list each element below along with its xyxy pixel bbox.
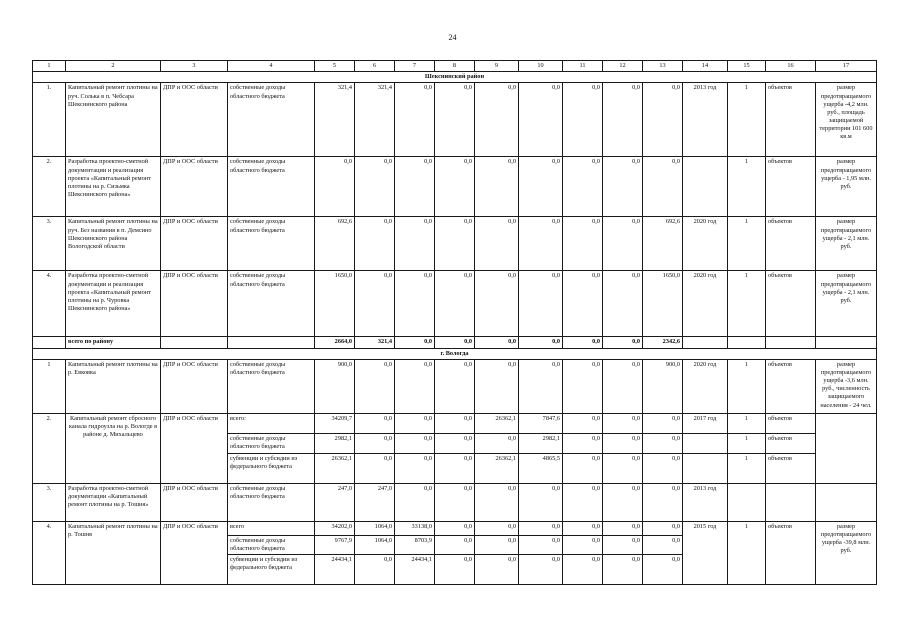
amount-cell: 0,0 bbox=[603, 521, 643, 535]
column-header: 10 bbox=[519, 61, 563, 72]
measure-name: Капитальный ремонт плотины на руч. Без названия в п. Демсино Шекснинского района Вологодской области bbox=[66, 217, 161, 271]
total-row bbox=[33, 337, 877, 348]
table-row bbox=[33, 483, 877, 521]
responsible-org: ДПР и ООС области bbox=[161, 413, 228, 483]
amount-cell: 1064,0 bbox=[355, 521, 395, 535]
amount-cell: 0,0 bbox=[355, 271, 395, 337]
amount-cell: 0,0 bbox=[643, 521, 683, 535]
quantity-cell bbox=[728, 483, 766, 521]
amount-cell: 0,0 bbox=[475, 433, 519, 453]
responsible-org: ДПР и ООС области bbox=[161, 359, 228, 413]
section-row bbox=[33, 72, 877, 83]
funding-source: собственные доходы областного бюджета bbox=[228, 217, 315, 271]
total-amount-cell: 2342,6 bbox=[643, 337, 683, 348]
amount-cell: 9767,9 bbox=[315, 535, 355, 554]
amount-cell: 247,0 bbox=[315, 483, 355, 521]
amount-cell: 0,0 bbox=[395, 359, 435, 413]
year-cell bbox=[683, 157, 728, 217]
amount-cell: 0,0 bbox=[475, 271, 519, 337]
amount-cell: 0,0 bbox=[315, 157, 355, 217]
total-amount-cell: 2664,0 bbox=[315, 337, 355, 348]
total-blank bbox=[728, 337, 766, 348]
table-row bbox=[33, 521, 877, 535]
section-title: Шекснинский район bbox=[33, 72, 877, 83]
column-header: 16 bbox=[766, 61, 816, 72]
column-header: 7 bbox=[395, 61, 435, 72]
amount-cell: 0,0 bbox=[435, 453, 475, 483]
row-number: 3. bbox=[33, 483, 66, 521]
unit-cell: объектов bbox=[766, 453, 816, 483]
amount-cell: 2982,1 bbox=[315, 433, 355, 453]
row-number: 3. bbox=[33, 217, 66, 271]
column-header: 1 bbox=[33, 61, 66, 72]
total-blank bbox=[228, 337, 315, 348]
total-amount-cell: 0,0 bbox=[395, 337, 435, 348]
note-cell: размер предотвращаемого ущерба -3,6 млн. руб., численность защищаемого населения - 24 чел. bbox=[816, 359, 877, 413]
amount-cell: 0,0 bbox=[475, 217, 519, 271]
amount-cell: 0,0 bbox=[603, 359, 643, 413]
quantity-cell: 1 bbox=[728, 433, 766, 453]
year-cell: 2017 год bbox=[683, 413, 728, 433]
funding-source: всего bbox=[228, 521, 315, 535]
amount-cell: 26362,1 bbox=[475, 413, 519, 433]
measure-name: Разработка проектно-сметной документации и реализация проекта «Капитальный ремонт плотины на р. Чуровка Шекснинского района» bbox=[66, 271, 161, 337]
column-header: 8 bbox=[435, 61, 475, 72]
amount-cell: 0,0 bbox=[519, 83, 563, 157]
column-header: 5 bbox=[315, 61, 355, 72]
year-cell bbox=[683, 433, 728, 453]
amount-cell: 0,0 bbox=[519, 555, 563, 585]
measure-name: Капитальный ремонт сбросного канала гидроузла на р. Вологде в районе д. Михальцево bbox=[66, 413, 161, 483]
note-cell: размер предотвращаемого ущерба - 2,1 млн. руб. bbox=[816, 271, 877, 337]
measure-name: Капитальный ремонт плотины на р. Тошня bbox=[66, 521, 161, 584]
amount-cell: 0,0 bbox=[435, 157, 475, 217]
unit-cell bbox=[766, 483, 816, 521]
amount-cell: 0,0 bbox=[475, 521, 519, 535]
year-cell: 2020 год bbox=[683, 359, 728, 413]
quantity-cell: 1 bbox=[728, 157, 766, 217]
amount-cell: 0,0 bbox=[563, 359, 603, 413]
amount-cell: 1650,0 bbox=[315, 271, 355, 337]
total-amount-cell: 0,0 bbox=[435, 337, 475, 348]
amount-cell: 0,0 bbox=[475, 483, 519, 521]
amount-cell: 0,0 bbox=[435, 555, 475, 585]
amount-cell: 0,0 bbox=[435, 433, 475, 453]
amount-cell: 0,0 bbox=[395, 83, 435, 157]
amount-cell: 0,0 bbox=[395, 483, 435, 521]
measure-name: Капитальный ремонт плотины на р. Евковка bbox=[66, 359, 161, 413]
amount-cell: 1650,0 bbox=[643, 271, 683, 337]
funding-source: собственные доходы областного бюджета bbox=[228, 359, 315, 413]
amount-cell: 0,0 bbox=[395, 413, 435, 433]
note-cell: размер предотвращаемого ущерба - 2,1 млн. руб. bbox=[816, 217, 877, 271]
amount-cell: 0,0 bbox=[603, 157, 643, 217]
amount-cell: 0,0 bbox=[563, 483, 603, 521]
responsible-org: ДПР и ООС области bbox=[161, 271, 228, 337]
amount-cell: 321,4 bbox=[315, 83, 355, 157]
row-number: 4. bbox=[33, 271, 66, 337]
amount-cell: 0,0 bbox=[395, 453, 435, 483]
total-blank bbox=[161, 337, 228, 348]
amount-cell: 0,0 bbox=[475, 157, 519, 217]
amount-cell: 0,0 bbox=[643, 433, 683, 453]
amount-cell: 0,0 bbox=[475, 359, 519, 413]
funding-source: собственные доходы областного бюджета bbox=[228, 483, 315, 521]
total-amount-cell: 321,4 bbox=[355, 337, 395, 348]
funding-source: собственные доходы областного бюджета bbox=[228, 535, 315, 554]
amount-cell: 0,0 bbox=[395, 433, 435, 453]
column-header: 15 bbox=[728, 61, 766, 72]
funding-source: собственные доходы областного бюджета bbox=[228, 83, 315, 157]
amount-cell: 24434,1 bbox=[315, 555, 355, 585]
responsible-org: ДПР и ООС области bbox=[161, 83, 228, 157]
year-cell: 2015 год bbox=[683, 521, 728, 584]
amount-cell: 7847,6 bbox=[519, 413, 563, 433]
amount-cell: 1064,0 bbox=[355, 535, 395, 554]
column-header: 4 bbox=[228, 61, 315, 72]
table-row bbox=[33, 359, 877, 413]
amount-cell: 8703,9 bbox=[395, 535, 435, 554]
amount-cell: 0,0 bbox=[563, 535, 603, 554]
section-row bbox=[33, 348, 877, 359]
responsible-org: ДПР и ООС области bbox=[161, 521, 228, 584]
column-header: 3 bbox=[161, 61, 228, 72]
total-label: всего по району bbox=[66, 337, 161, 348]
unit-cell: объектов bbox=[766, 413, 816, 433]
amount-cell: 0,0 bbox=[603, 535, 643, 554]
row-number: 2. bbox=[33, 157, 66, 217]
quantity-cell: 1 bbox=[728, 271, 766, 337]
amount-cell: 0,0 bbox=[475, 535, 519, 554]
quantity-cell: 1 bbox=[728, 453, 766, 483]
amount-cell: 0,0 bbox=[643, 157, 683, 217]
total-blank bbox=[816, 337, 877, 348]
amount-cell: 692,6 bbox=[643, 217, 683, 271]
column-header: 13 bbox=[643, 61, 683, 72]
unit-cell: объектов bbox=[766, 271, 816, 337]
measure-name: Капитальный ремонт плотины на руч. Солька в п. Чебсара Шекснинского района bbox=[66, 83, 161, 157]
table-row bbox=[33, 217, 877, 271]
amount-cell: 692,6 bbox=[315, 217, 355, 271]
row-number: 1. bbox=[33, 83, 66, 157]
amount-cell: 0,0 bbox=[603, 555, 643, 585]
note-cell bbox=[816, 483, 877, 521]
page-number: 24 bbox=[448, 33, 457, 42]
amount-cell: 321,4 bbox=[355, 83, 395, 157]
amount-cell: 0,0 bbox=[475, 83, 519, 157]
amount-cell: 34209,7 bbox=[315, 413, 355, 433]
funding-source: субвенции и субсидии из федерального бюджета bbox=[228, 453, 315, 483]
unit-cell: объектов bbox=[766, 521, 816, 584]
quantity-cell: 1 bbox=[728, 521, 766, 584]
table-row bbox=[33, 271, 877, 337]
amount-cell: 0,0 bbox=[563, 157, 603, 217]
amount-cell: 0,0 bbox=[603, 433, 643, 453]
amount-cell: 0,0 bbox=[435, 413, 475, 433]
amount-cell: 0,0 bbox=[603, 413, 643, 433]
amount-cell: 0,0 bbox=[643, 83, 683, 157]
amount-cell: 900,0 bbox=[643, 359, 683, 413]
year-cell: 2013 год bbox=[683, 83, 728, 157]
amount-cell: 2982,1 bbox=[519, 433, 563, 453]
amount-cell: 0,0 bbox=[395, 271, 435, 337]
year-cell bbox=[683, 453, 728, 483]
amount-cell: 0,0 bbox=[355, 157, 395, 217]
table-row bbox=[33, 157, 877, 217]
amount-cell: 0,0 bbox=[519, 535, 563, 554]
amount-cell: 0,0 bbox=[519, 217, 563, 271]
amount-cell: 0,0 bbox=[435, 83, 475, 157]
amount-cell: 0,0 bbox=[563, 83, 603, 157]
amount-cell: 0,0 bbox=[563, 453, 603, 483]
column-header: 14 bbox=[683, 61, 728, 72]
amount-cell: 0,0 bbox=[563, 521, 603, 535]
note-cell: размер предотвращаемого ущерба -39,8 млн. руб. bbox=[816, 521, 877, 584]
amount-cell: 0,0 bbox=[435, 483, 475, 521]
amount-cell: 0,0 bbox=[643, 483, 683, 521]
unit-cell: объектов bbox=[766, 217, 816, 271]
year-cell: 2013 год bbox=[683, 483, 728, 521]
amount-cell: 0,0 bbox=[603, 453, 643, 483]
column-header: 12 bbox=[603, 61, 643, 72]
amount-cell: 0,0 bbox=[519, 271, 563, 337]
amount-cell: 900,0 bbox=[315, 359, 355, 413]
responsible-org: ДПР и ООС области bbox=[161, 217, 228, 271]
budget-table bbox=[32, 60, 877, 585]
note-cell: размер предотвращаемого ущерба - 1,95 млн. руб. bbox=[816, 157, 877, 217]
column-header: 11 bbox=[563, 61, 603, 72]
amount-cell: 0,0 bbox=[435, 359, 475, 413]
amount-cell: 0,0 bbox=[475, 555, 519, 585]
amount-cell: 26362,1 bbox=[475, 453, 519, 483]
quantity-cell: 1 bbox=[728, 359, 766, 413]
amount-cell: 0,0 bbox=[563, 433, 603, 453]
quantity-cell: 1 bbox=[728, 217, 766, 271]
note-cell: размер предотвращаемого ущерба -4,2 млн. руб., площадь защищаемой территории 101 600 кв.м bbox=[816, 83, 877, 157]
responsible-org: ДПР и ООС области bbox=[161, 483, 228, 521]
unit-cell: объектов bbox=[766, 157, 816, 217]
total-amount-cell: 0,0 bbox=[563, 337, 603, 348]
amount-cell: 33138,0 bbox=[395, 521, 435, 535]
funding-source: собственные доходы областного бюджета bbox=[228, 271, 315, 337]
amount-cell: 0,0 bbox=[643, 535, 683, 554]
amount-cell: 0,0 bbox=[643, 453, 683, 483]
amount-cell: 26362,1 bbox=[315, 453, 355, 483]
amount-cell: 0,0 bbox=[435, 271, 475, 337]
responsible-org: ДПР и ООС области bbox=[161, 157, 228, 217]
amount-cell: 0,0 bbox=[355, 217, 395, 271]
unit-cell: объектов bbox=[766, 359, 816, 413]
amount-cell: 0,0 bbox=[435, 521, 475, 535]
column-header: 2 bbox=[66, 61, 161, 72]
amount-cell: 0,0 bbox=[603, 483, 643, 521]
amount-cell: 0,0 bbox=[435, 217, 475, 271]
year-cell: 2020 год bbox=[683, 271, 728, 337]
amount-cell: 0,0 bbox=[563, 217, 603, 271]
amount-cell: 0,0 bbox=[395, 217, 435, 271]
amount-cell: 0,0 bbox=[603, 83, 643, 157]
amount-cell: 0,0 bbox=[435, 535, 475, 554]
funding-source: всего: bbox=[228, 413, 315, 433]
amount-cell: 0,0 bbox=[603, 217, 643, 271]
amount-cell: 4865,5 bbox=[519, 453, 563, 483]
amount-cell: 24434,1 bbox=[395, 555, 435, 585]
note-cell bbox=[816, 413, 877, 483]
quantity-cell: 1 bbox=[728, 83, 766, 157]
funding-source: субвенции и субсидии из федерального бюджета bbox=[228, 555, 315, 585]
unit-cell: объектов bbox=[766, 83, 816, 157]
amount-cell: 0,0 bbox=[355, 413, 395, 433]
column-header: 9 bbox=[475, 61, 519, 72]
table-row bbox=[33, 413, 877, 433]
row-number: 4. bbox=[33, 521, 66, 584]
amount-cell: 0,0 bbox=[355, 453, 395, 483]
total-amount-cell: 0,0 bbox=[519, 337, 563, 348]
amount-cell: 0,0 bbox=[355, 359, 395, 413]
funding-source: собственные доходы областного бюджета bbox=[228, 157, 315, 217]
section-title: г. Вологда bbox=[33, 348, 877, 359]
amount-cell: 0,0 bbox=[395, 157, 435, 217]
measure-name: Разработка проектно-сметной документации «Капитальный ремонт плотины на р. Тошня» bbox=[66, 483, 161, 521]
amount-cell: 0,0 bbox=[355, 433, 395, 453]
measure-name: Разработка проектно-сметной документации и реализация проекта «Капитальный ремонт плотины на р. Сизьмка Шекснинского района» bbox=[66, 157, 161, 217]
amount-cell: 0,0 bbox=[563, 413, 603, 433]
funding-source: собственные доходы областного бюджета bbox=[228, 433, 315, 453]
amount-cell: 0,0 bbox=[643, 413, 683, 433]
amount-cell: 0,0 bbox=[519, 521, 563, 535]
total-amount-cell: 0,0 bbox=[475, 337, 519, 348]
unit-cell: объектов bbox=[766, 433, 816, 453]
total-blank bbox=[766, 337, 816, 348]
year-cell: 2020 год bbox=[683, 217, 728, 271]
column-header: 6 bbox=[355, 61, 395, 72]
column-header: 17 bbox=[816, 61, 877, 72]
amount-cell: 0,0 bbox=[519, 359, 563, 413]
row-number: 1 bbox=[33, 359, 66, 413]
amount-cell: 0,0 bbox=[519, 157, 563, 217]
amount-cell: 0,0 bbox=[355, 555, 395, 585]
total-amount-cell: 0,0 bbox=[603, 337, 643, 348]
amount-cell: 247,0 bbox=[355, 483, 395, 521]
amount-cell: 0,0 bbox=[563, 271, 603, 337]
amount-cell: 0,0 bbox=[519, 483, 563, 521]
amount-cell: 34202,0 bbox=[315, 521, 355, 535]
total-blank bbox=[683, 337, 728, 348]
amount-cell: 0,0 bbox=[563, 555, 603, 585]
amount-cell: 0,0 bbox=[603, 271, 643, 337]
total-blank bbox=[33, 337, 66, 348]
column-header-row bbox=[33, 61, 877, 72]
quantity-cell: 1 bbox=[728, 413, 766, 433]
row-number: 2. bbox=[33, 413, 66, 483]
amount-cell: 0,0 bbox=[643, 555, 683, 585]
table-row bbox=[33, 83, 877, 157]
